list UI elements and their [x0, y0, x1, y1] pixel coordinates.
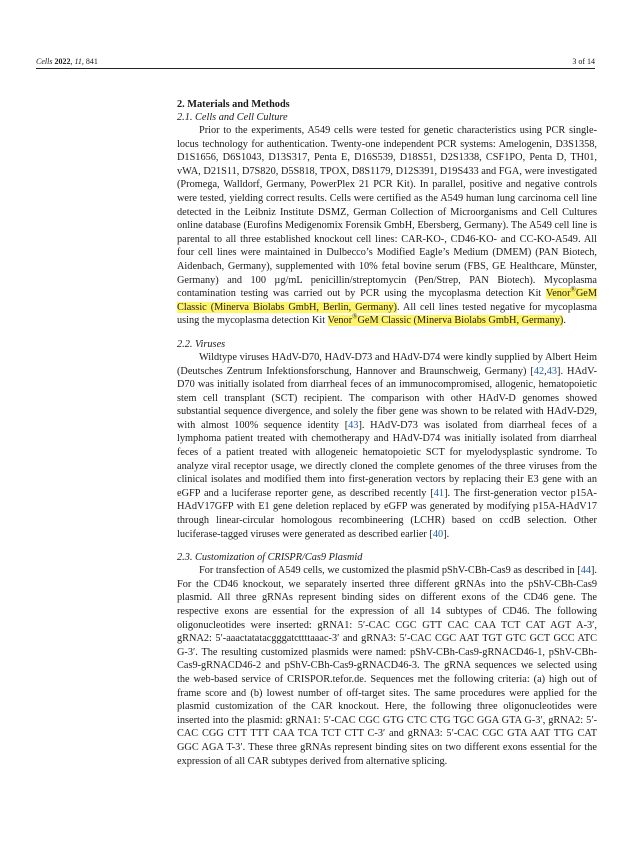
- text: Venor: [545, 288, 571, 300]
- subsection-title: 2.3. Customization of CRISPR/Cas9 Plasmid: [177, 552, 363, 564]
- journal-citation: Cells 2022, 11, 841: [36, 57, 98, 66]
- text: Prior to the experiments, A549 cells were tested for genetic characteristics using PCR single-locus technology for authentication. Twenty-one independent PCR systems: Amelogenin, D3S1358, D1S1656, D6S1043, D13S317, Penta E, D16S539, D18S51, D2S1338, CSF1PO, Penta D, TH01, vWA, D21S11, D7S820, D5S818, TPOX, D8S1179, D12S391, D19S433 and FGA, were investigated (Promega, Walldorf, Germany, PowerPlex 21 PCR Kit). In parallel, positive and negative controls were tested, yielding correct results. Cells were certified as the A549 human lung carcinoma cell line detected in the Leibniz Institute DSMZ, German Collection of Microorganisms and Cell Cultures online database (Eurofins Medigenomix Forensik GmbH, Ebersberg, Germany). The A549 cell line is parental to all three established knockout cell lines: CAR-KO-, CD46-KO- and CC-KO-A549. All four cell lines were maintained in Dulbecco’s Modified Eagle’s Medium (DMEM) (PAN Biotech, Aidenbach, Germany), supplemented with 10% fetal bovine serum (FBS, GE Healthcare, Münster, Germany) and 100 µg/mL penicillin/streptomycin (Pen/Strep, PAN Biotech). Mycoplasma contamination testing was carried out by PCR using the mycoplasma detection Kit: [177, 125, 597, 300]
- journal-volume: 11: [74, 57, 82, 66]
- text: .: [563, 315, 566, 327]
- subsection-title: 2.2. Viruses: [177, 338, 226, 350]
- citation-link[interactable]: 43: [546, 365, 558, 377]
- subsection-title: 2.1. Cells and Cell Culture: [177, 112, 288, 123]
- text: ]. The first-generation vector p15A-HAdV17GFP with E1 gene deletion replaced by eGFP was generated by modifying p15A-HAdV17 through linear-circular homologous recombineering (LCHR) based on ccdB selection. Other luciferase-tagged viruses were generated as described earlier [: [177, 487, 597, 540]
- registered-mark: ®: [352, 312, 358, 321]
- text: GeM Classic (Minerva Biolabs GmbH, Berlin, Germany): [177, 288, 597, 313]
- paragraph: Wildtype viruses HAdV-D70, HAdV-D73 and HAdV-D74 were kindly supplied by Albert Heim (Deutsches Zentrum Infektionsforschung, Hannover and Braunschweig, Germany) [42,43]. HAdV-D70 was initially isolated from diarrheal feces of an immunocompromised, allogenic, hematopoietic stem cell transplant (SCT) recipient. The comparison with other HAdV-D genomes showed substantial sequence divergence, and solely the fiber gene was shown to be related with HAdV-D29, with almost 100% sequence identity [43]. HAdV-D73 was isolated from diarrheal feces of a lymphoma patient treated with chemotherapy and HAdV-D74 was initially isolated from diarrheal feces of a patient treated with allogeneic hematopoietic SCT for myelodysplastic syndrome. To analyze viral receptor usage, we directly cloned the complete genomes of the three viruses from the clinical isolates and modified them into first-generation vectors by replacing their E3 gene with an eGFP and a luciferase reporter gene, as described recently [41]. The first-generation vector p15A-HAdV17GFP with E1 gene deletion replaced by eGFP was generated by modifying p15A-HAdV17 through linear-circular homologous recombineering (LCHR) based on ccdB selection. Other luciferase-tagged viruses were generated as described earlier [40].: [177, 351, 598, 540]
- text: . All cell lines tested negative for mycoplasma using the mycoplasma detection Kit: [177, 301, 597, 327]
- section-crispr: [177, 551, 597, 768]
- highlighted-text: [327, 312, 564, 327]
- registered-mark: ®: [570, 285, 576, 294]
- section-cells: [177, 111, 597, 328]
- text: Wildtype viruses HAdV-D70, HAdV-D73 and HAdV-D74 were kindly supplied by Albert Heim (Deutsches Zentrum Infektionsforschung, Hannover and Braunschweig, Germany) [: [177, 351, 597, 377]
- citation-link[interactable]: 42: [533, 365, 545, 377]
- journal-year: 2022: [54, 57, 71, 66]
- text: Venor: [327, 315, 353, 327]
- text: ]. For the CD46 knockout, we separately inserted three different gRNAs into the pShV-CBh-Cas9 plasmid. All three gRNAs represent binding sides on different exons of the CD46 gene. The respective exons are essential for the expression of all 14 subtypes of CD46. The following oligonucleotides were inserted: gRNA1: 5′-CAC CGC GTT CAC CAA TCT CAT AGT A-3′, gRNA2: 5′-aaactatatacgggatcttttaaac-3′ and gRNA3: 5′-CAC CGC AAT TGT GTC GCT GCC ATC G-3′. The resulting customized plasmids were named: pShV-CBh-Cas9-gRNACD46-1, pShV-CBh-Cas9-gRNACD46-2 and pShV-CBh-Cas9-gRNACD46-3. The gRNA sequences we selected using the web-based service of CRISPOR.tefor.de. Sequences met the following criteria: (a) high out of frame score and (b) lowest number of off-target sites. The same procedures were applied for the plasmid customization of the CAR knockout. Here, the following three oligonucleotides were inserted into the plasmid: gRNA1: 5′-CAC CGC GTG CTC CTG TGC GGA GTA G-3′, gRNA2: 5′-CAC CGG CTT TTT CAA TCA TCT CTT C-3′ and gRNA3: 5′-CAC CGC GTA AAT TTG CAT GGC AGA T-3′. These three gRNAs represent binding sites on two different exons essential for the expression of all CAR subtypes derived from alternative splicing.: [177, 565, 597, 767]
- citation-link[interactable]: 41: [433, 487, 445, 499]
- citation-link[interactable]: 43: [348, 419, 359, 431]
- text: ].: [443, 528, 450, 540]
- text: For transfection of A549 cells, we customized the plasmid pShV-CBh-Cas9 as described in [: [199, 565, 581, 577]
- main-content: [177, 98, 597, 778]
- citation-link[interactable]: 40: [432, 528, 444, 540]
- page-number: 3 of 14: [572, 57, 595, 66]
- paragraph: [177, 124, 597, 328]
- text: ]. HAdV-D73 was isolated from diarrheal feces of a lymphoma patient treated with chemotherapy and HAdV-D74 was initially isolated from diarrheal feces of a patient treated with allogeneic hematopoietic SCT for myelodysplastic syndrome. To analyze viral receptor usage, we directly cloned the complete genomes of the three viruses from the clinical isolates and modified them into first-generation vectors by replacing their E3 gene with an eGFP and a luciferase reporter gene, as described recently [: [177, 419, 598, 499]
- citation-link[interactable]: 44: [580, 565, 591, 577]
- text: ]. HAdV-D70 was initially isolated from diarrheal feces of an immunocompromised, allogenic, hematopoietic stem cell transplant (SCT) recipient. The comparison with other HAdV-D genomes showed substantial sequence divergence, and solely the fiber gene was shown to be related with HAdV-D29, with almost 100% sequence identity [: [177, 365, 597, 431]
- header-rule: [36, 68, 595, 69]
- journal-name: Cells: [36, 57, 53, 66]
- paragraph: [177, 564, 597, 768]
- text: GeM Classic (Minerva Biolabs GmbH, Germany): [357, 315, 564, 327]
- article-number: 841: [85, 57, 98, 66]
- section-viruses: [177, 338, 597, 541]
- section-heading: 2. Materials and Methods: [177, 99, 290, 110]
